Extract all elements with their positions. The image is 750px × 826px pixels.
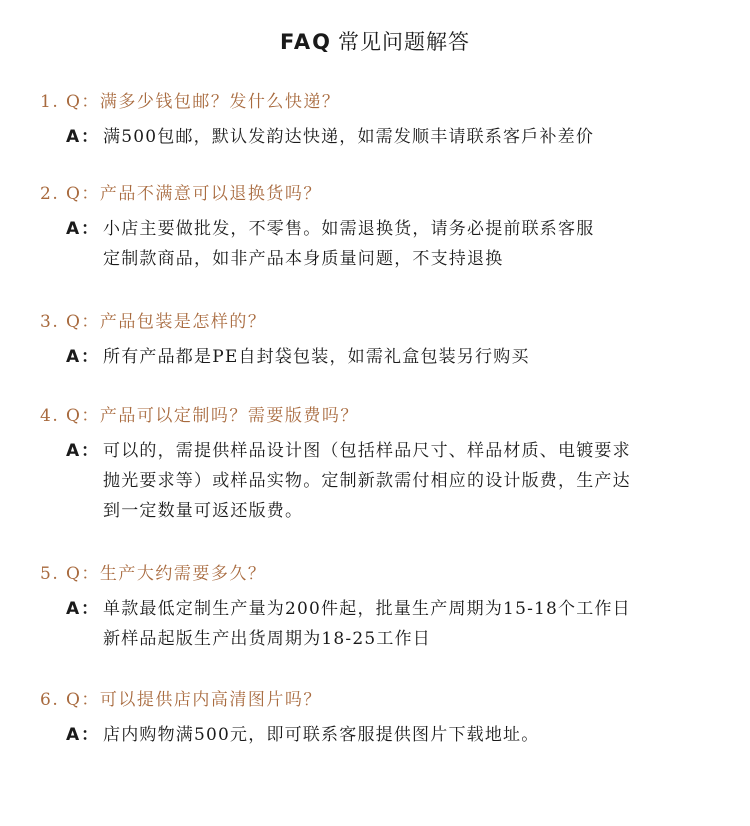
faq-answer-line: 抛光要求等）或样品实物。定制新款需付相应的设计版费，生产达 — [103, 471, 631, 491]
faq-number: 6. — [40, 690, 60, 710]
faq-answer-line: 可以的，需提供样品设计图（包括样品尺寸、样品材质、电镀要求 — [103, 441, 631, 461]
faq-answer-label: A： — [66, 347, 101, 367]
faq-answer — [40, 720, 720, 750]
faq-question — [40, 310, 720, 334]
faq-question-text: Q：满多少钱包邮？发什么快递？ — [66, 92, 341, 112]
faq-number: 4. — [40, 406, 60, 426]
faq-item-4 — [40, 404, 720, 526]
faq-question-text: Q：生产大约需要多久？ — [66, 564, 267, 584]
faq-answer — [40, 594, 720, 654]
faq-answer-line: 到一定数量可返还版费。 — [103, 501, 304, 521]
faq-answer-line: 新样品起版生产出货周期为18-25工作日 — [103, 629, 432, 649]
faq-answer-line: 所有产品都是PE自封袋包装，如需礼盒包装另行购买 — [103, 347, 530, 367]
faq-question — [40, 688, 720, 712]
faq-answer-line: 满500包邮，默认发韵达快递，如需发顺丰请联系客戶补差价 — [103, 127, 595, 147]
page-title — [0, 26, 750, 56]
faq-item-6 — [40, 688, 720, 750]
faq-item-1 — [40, 90, 720, 152]
faq-number: 2. — [40, 184, 60, 204]
faq-question-text: Q：产品包装是怎样的？ — [66, 312, 267, 332]
faq-number: 1. — [40, 92, 60, 112]
faq-answer-line: 定制款商品，如非产品本身质量问题，不支持退换 — [103, 249, 504, 269]
faq-answer-line: 店内购物满500元，即可联系客服提供图片下载地址。 — [103, 725, 540, 745]
faq-answer-label: A： — [66, 725, 101, 745]
page-title-brand: FAQ — [279, 30, 333, 54]
faq-question — [40, 404, 720, 428]
faq-item-2 — [40, 182, 720, 274]
faq-question — [40, 182, 720, 206]
faq-answer — [40, 436, 720, 526]
faq-question-text: Q：产品可以定制吗？需要版费吗？ — [66, 406, 359, 426]
faq-question-text: Q：产品不满意可以退换货吗？ — [66, 184, 322, 204]
faq-answer-line: 单款最低定制生产量为200件起，批量生产周期为15-18个工作日 — [103, 599, 631, 619]
faq-answer-label: A： — [66, 599, 101, 619]
faq-answer-label: A： — [66, 127, 101, 147]
faq-number: 5. — [40, 564, 60, 584]
faq-answer — [40, 342, 720, 372]
faq-answer — [40, 122, 720, 152]
faq-question — [40, 90, 720, 114]
page-title-text: 常见问题解答 — [338, 30, 471, 54]
faq-answer-line: 小店主要做批发，不零售。如需退换货，请务必提前联系客服 — [103, 219, 595, 239]
faq-item-5 — [40, 562, 720, 654]
faq-question — [40, 562, 720, 586]
faq-answer — [40, 214, 720, 274]
faq-answer-label: A： — [66, 219, 101, 239]
faq-answer-label: A： — [66, 441, 101, 461]
faq-question-text: Q：可以提供店内高清图片吗？ — [66, 690, 322, 710]
faq-item-3 — [40, 310, 720, 372]
faq-number: 3. — [40, 312, 60, 332]
